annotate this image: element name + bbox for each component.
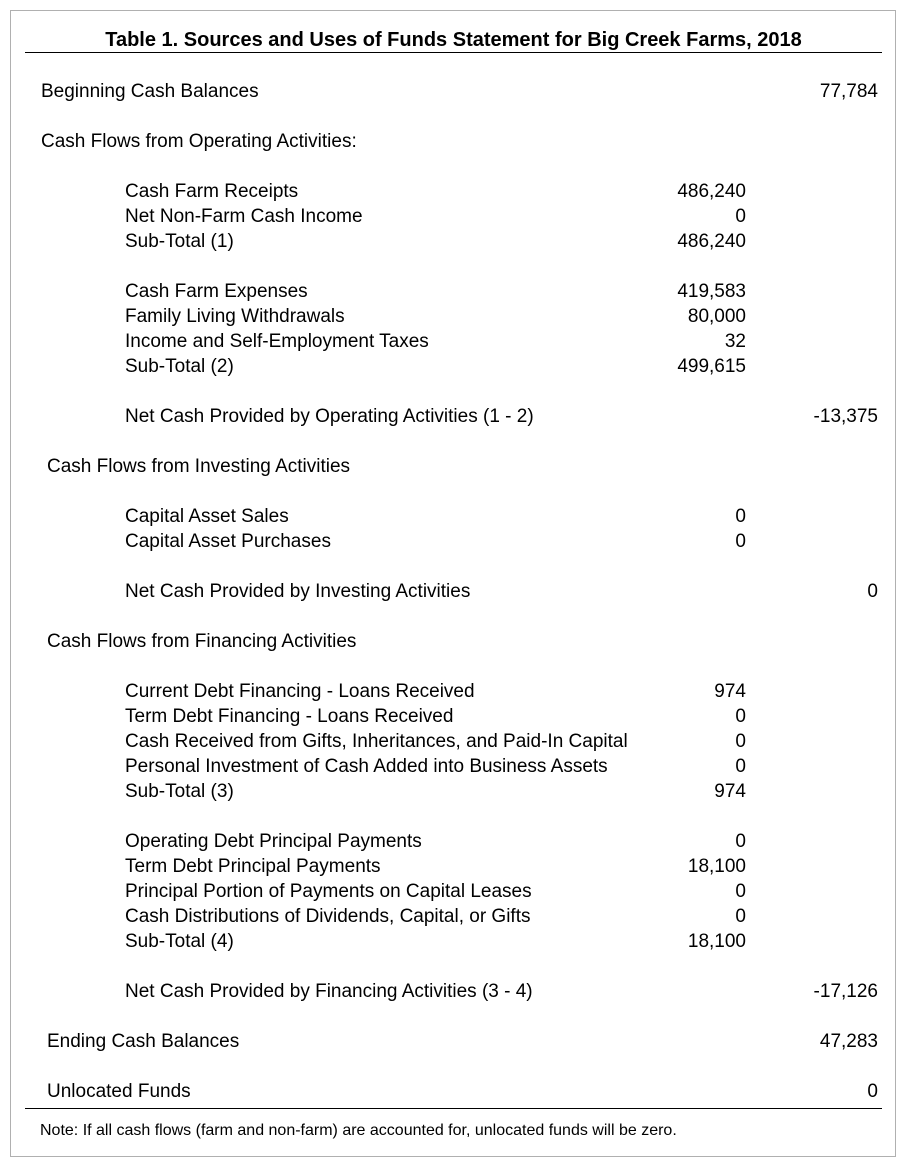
row-label: Cash Farm Receipts (125, 181, 299, 202)
row-beginning-cash (0, 79, 907, 104)
row-amount: 0 (735, 831, 746, 852)
table-title: Table 1. Sources and Uses of Funds Statement for Big Creek Farms, 2018 (105, 29, 802, 51)
row-subtotal-4 (0, 929, 907, 954)
row-term-debt-financing (0, 704, 907, 729)
row-net-operating (0, 404, 907, 429)
row-net-investing (0, 579, 907, 604)
row-amount: 18,100 (687, 856, 746, 877)
row-label: Cash Farm Expenses (125, 281, 308, 302)
row-operating-debt-principal (0, 829, 907, 854)
section-financing (0, 629, 907, 654)
row-amount: 32 (724, 331, 746, 352)
row-amount: 0 (735, 731, 746, 752)
row-label: Cash Flows from Investing Activities (47, 456, 351, 477)
row-amount: 0 (735, 206, 746, 227)
row-taxes (0, 329, 907, 354)
bottom-rule (25, 1108, 882, 1109)
row-label: Net Cash Provided by Operating Activities (1 - 2) (125, 406, 534, 427)
row-label: Capital Asset Purchases (125, 531, 331, 552)
row-label: Sub-Total (2) (125, 356, 234, 377)
row-label: Income and Self-Employment Taxes (125, 331, 429, 352)
row-amount: 486,240 (677, 181, 746, 202)
row-current-debt-financing (0, 679, 907, 704)
row-net-nonfarm-income (0, 204, 907, 229)
row-total: 0 (867, 1081, 878, 1102)
row-term-debt-principal (0, 854, 907, 879)
row-amount: 0 (735, 506, 746, 527)
section-operating (0, 129, 907, 154)
row-amount: 499,615 (677, 356, 746, 377)
row-cash-farm-receipts (0, 179, 907, 204)
row-amount: 18,100 (687, 931, 746, 952)
row-total: 47,283 (819, 1031, 878, 1052)
row-cash-farm-expenses (0, 279, 907, 304)
row-cash-distributions (0, 904, 907, 929)
table-note: Note: If all cash flows (farm and non-farm) are accounted for, unlocated funds will be zero. (40, 1122, 677, 1139)
row-gifts-inheritances (0, 729, 907, 754)
row-label: Family Living Withdrawals (125, 306, 345, 327)
row-label: Unlocated Funds (47, 1081, 191, 1102)
row-amount: 80,000 (687, 306, 746, 327)
row-amount: 0 (735, 881, 746, 902)
row-total: -17,126 (813, 981, 878, 1002)
row-label: Sub-Total (3) (125, 781, 234, 802)
row-label: Net Cash Provided by Financing Activities (3 - 4) (125, 981, 533, 1002)
row-personal-investment (0, 754, 907, 779)
row-label: Capital Asset Sales (125, 506, 289, 527)
row-amount: 974 (714, 781, 746, 802)
row-total: 0 (867, 581, 878, 602)
row-ending-cash (0, 1029, 907, 1054)
row-label: Net Non-Farm Cash Income (125, 206, 363, 227)
row-amount: 0 (735, 906, 746, 927)
row-amount: 0 (735, 756, 746, 777)
row-amount: 0 (735, 706, 746, 727)
row-amount: 486,240 (677, 231, 746, 252)
row-amount: 419,583 (677, 281, 746, 302)
row-subtotal-3 (0, 779, 907, 804)
row-capital-asset-purchases (0, 529, 907, 554)
row-label: Sub-Total (4) (125, 931, 234, 952)
row-amount: 0 (735, 531, 746, 552)
row-total: -13,375 (813, 406, 878, 427)
title-rule (25, 52, 882, 53)
row-label: Term Debt Financing - Loans Received (125, 706, 454, 727)
row-family-living (0, 304, 907, 329)
row-label: Cash Flows from Financing Activities (47, 631, 357, 652)
row-label: Cash Distributions of Dividends, Capital, or Gifts (125, 906, 531, 927)
row-capital-asset-sales (0, 504, 907, 529)
row-net-financing (0, 979, 907, 1004)
row-label: Ending Cash Balances (47, 1031, 240, 1052)
row-total: 77,784 (819, 81, 878, 102)
row-subtotal-2 (0, 354, 907, 379)
row-subtotal-1 (0, 229, 907, 254)
section-investing (0, 454, 907, 479)
row-label: Term Debt Principal Payments (125, 856, 381, 877)
row-amount: 974 (714, 681, 746, 702)
row-label: Beginning Cash Balances (41, 81, 259, 102)
row-unlocated-funds (0, 1079, 907, 1104)
row-label: Current Debt Financing - Loans Received (125, 681, 475, 702)
row-capital-leases (0, 879, 907, 904)
row-label: Principal Portion of Payments on Capital Leases (125, 881, 532, 902)
row-label: Personal Investment of Cash Added into Business Assets (125, 756, 608, 777)
row-label: Cash Flows from Operating Activities: (41, 131, 357, 152)
row-label: Net Cash Provided by Investing Activities (125, 581, 471, 602)
row-label: Cash Received from Gifts, Inheritances, and Paid-In Capital (125, 731, 628, 752)
row-label: Operating Debt Principal Payments (125, 831, 422, 852)
row-label: Sub-Total (1) (125, 231, 234, 252)
